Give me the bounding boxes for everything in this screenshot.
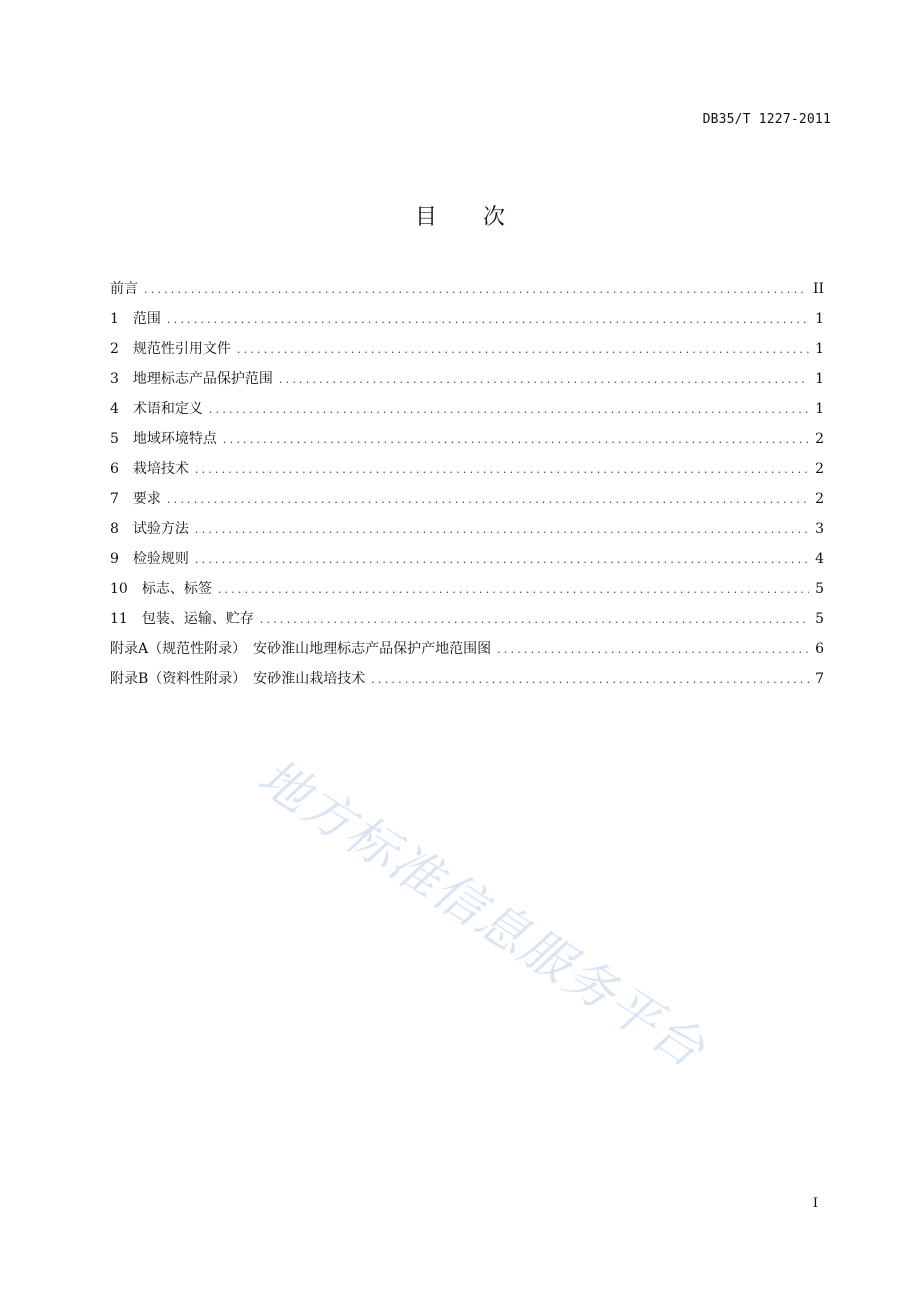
page-title: 目次 <box>414 205 551 230</box>
toc-entry-page: 1 <box>815 401 824 417</box>
toc-dot-leader <box>144 283 807 296</box>
toc-dot-leader <box>209 403 809 416</box>
toc-dot-leader <box>167 313 809 326</box>
toc-entry-label: 试验方法 <box>132 521 189 537</box>
toc-entry-11[interactable] <box>110 608 824 638</box>
toc-dot-leader <box>195 463 809 476</box>
toc-entry-1[interactable] <box>110 308 824 338</box>
toc-entry-page: 2 <box>815 461 824 477</box>
toc-entry-page: 3 <box>815 521 824 537</box>
toc-entry-label: 检验规则 <box>132 551 189 567</box>
toc-entry-label: 包装、运输、贮存 <box>141 611 254 627</box>
toc-entry-page: 1 <box>815 341 824 357</box>
toc-entry-number: 9 <box>110 551 119 567</box>
toc-dot-leader <box>279 373 809 386</box>
toc-entry-page: 5 <box>815 581 824 597</box>
toc-dot-leader <box>167 493 809 506</box>
toc-entry-2[interactable] <box>110 338 824 368</box>
toc-entry-page: 1 <box>815 371 824 387</box>
toc-dot-leader <box>195 523 809 536</box>
toc-entry-number: 3 <box>110 371 119 387</box>
toc-entry-label: 范围 <box>132 311 161 327</box>
toc-entry-appendix-a[interactable] <box>110 638 824 668</box>
watermark: 地方标准信息服务平台 <box>247 747 716 1080</box>
toc-dot-leader <box>260 613 809 626</box>
toc-entry-page: 2 <box>815 491 824 507</box>
toc-entry-number: 11 <box>110 611 128 627</box>
toc-entry-page: 2 <box>815 431 824 447</box>
toc-entry-label: 标志、标签 <box>141 581 212 597</box>
toc-entry-page: 6 <box>815 641 824 657</box>
toc-entry-6[interactable] <box>110 458 824 488</box>
document-code: DB35/T 1227-2011 <box>702 112 831 127</box>
toc-entry-10[interactable] <box>110 578 824 608</box>
toc-entry-label: 地理标志产品保护范围 <box>132 371 273 387</box>
toc-entry-number: 8 <box>110 521 119 537</box>
toc-entry-number: 6 <box>110 461 119 477</box>
toc-entry-label: 规范性引用文件 <box>132 341 231 357</box>
toc-entry-appendix-b[interactable] <box>110 668 824 698</box>
table-of-contents <box>110 278 824 698</box>
toc-dot-leader <box>223 433 809 446</box>
toc-entry-foreword[interactable] <box>110 278 824 308</box>
toc-entry-number: 2 <box>110 341 119 357</box>
toc-dot-leader <box>371 673 809 686</box>
page-number: I <box>812 1196 818 1211</box>
toc-entry-label: 地域环境特点 <box>132 431 217 447</box>
toc-entry-label: 附录A（规范性附录） 安砂淮山地理标志产品保护产地范围图 <box>110 641 492 657</box>
toc-dot-leader <box>237 343 809 356</box>
toc-entry-label: 前言 <box>110 281 138 297</box>
toc-entry-3[interactable] <box>110 368 824 398</box>
toc-dot-leader <box>497 643 809 656</box>
toc-entry-label: 附录B（资料性附录） 安砂淮山栽培技术 <box>110 671 366 687</box>
toc-entry-8[interactable] <box>110 518 824 548</box>
toc-entry-page: II <box>812 281 824 297</box>
toc-entry-number: 4 <box>110 401 119 417</box>
toc-entry-number: 10 <box>110 581 128 597</box>
toc-entry-4[interactable] <box>110 398 824 428</box>
toc-entry-page: 7 <box>815 671 824 687</box>
toc-entry-number: 7 <box>110 491 119 507</box>
toc-entry-9[interactable] <box>110 548 824 578</box>
toc-entry-number: 1 <box>110 311 119 327</box>
toc-entry-7[interactable] <box>110 488 824 518</box>
toc-entry-page: 4 <box>815 551 824 567</box>
toc-dot-leader <box>195 553 809 566</box>
toc-entry-label: 术语和定义 <box>132 401 203 417</box>
toc-entry-5[interactable] <box>110 428 824 458</box>
toc-entry-label: 要求 <box>132 491 161 507</box>
toc-entry-label: 栽培技术 <box>132 461 189 477</box>
toc-entry-page: 1 <box>815 311 824 327</box>
toc-entry-page: 5 <box>815 611 824 627</box>
toc-entry-number: 5 <box>110 431 119 447</box>
toc-dot-leader <box>218 583 809 596</box>
